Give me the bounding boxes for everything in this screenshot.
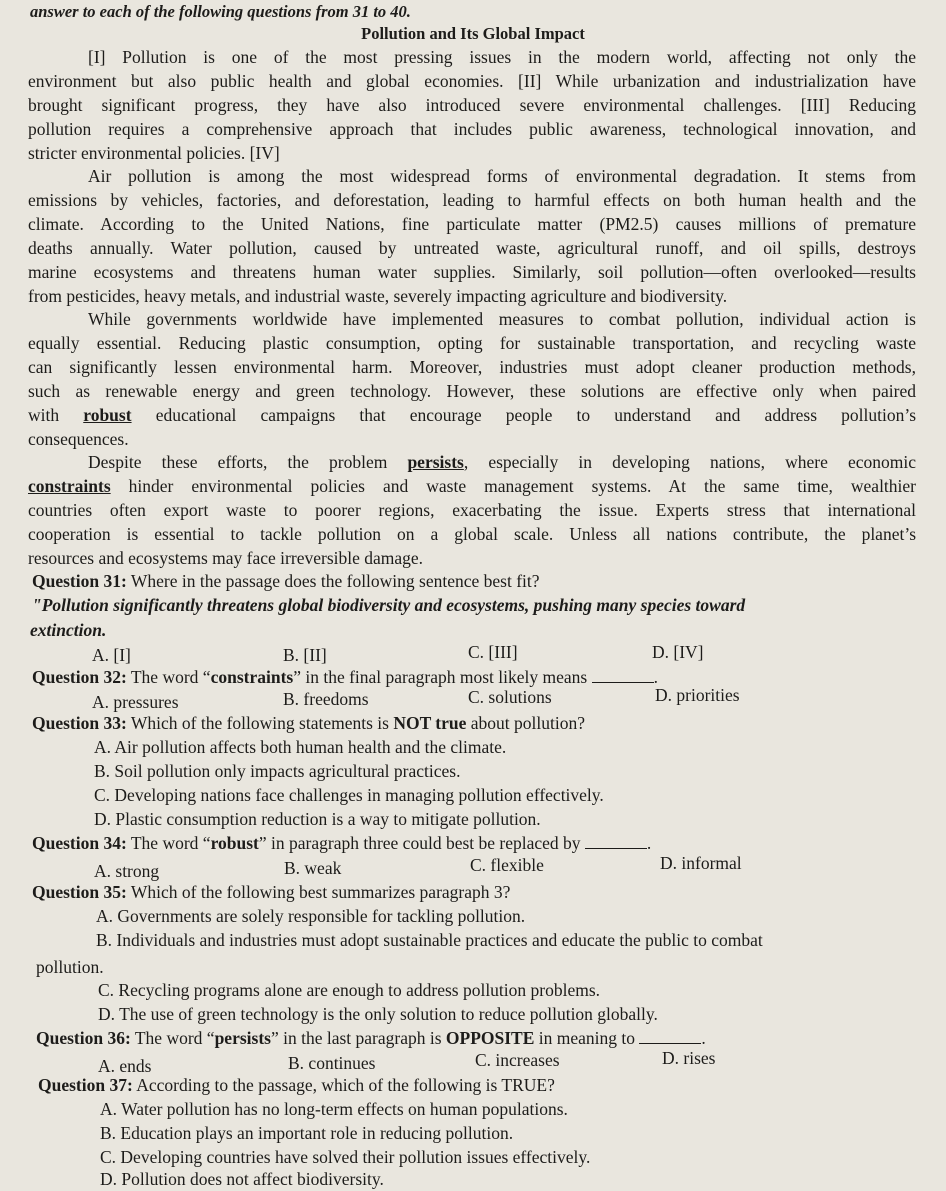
- question-34-option-d[interactable]: D. informal: [660, 853, 742, 873]
- p1-line-3: brought significant progress, they have also introduced severe environmental challenges. [III] Reducing: [28, 95, 916, 115]
- question-31-label: Question 31:: [32, 571, 127, 591]
- p3-line-4: such as renewable energy and green technology. However, these solutions are effective only when paired: [28, 381, 916, 401]
- question-34-option-c[interactable]: C. flexible: [470, 855, 544, 875]
- question-34-option-a[interactable]: A. strong: [94, 861, 160, 881]
- question-35-option-a[interactable]: A. Governments are solely responsible for tackling pollution.: [96, 906, 526, 926]
- question-32-text-start: The word “: [126, 667, 211, 687]
- question-37-stem: [38, 1073, 938, 1097]
- p4-line-2: [28, 474, 916, 498]
- question-35-option-c[interactable]: C. Recycling programs alone are enough to address pollution problems.: [98, 980, 601, 1000]
- keyword-robust: robust: [83, 405, 132, 425]
- question-33-label: Question 33:: [32, 713, 127, 733]
- question-33-option-d[interactable]: D. Plastic consumption reduction is a way to mitigate pollution.: [94, 809, 541, 829]
- question-35-label: Question 35:: [32, 882, 127, 902]
- question-34-text-end: ” in paragraph three could best be replaced by: [258, 833, 581, 853]
- question-32-label: Question 32:: [32, 667, 127, 687]
- p3-line-2: equally essential. Reducing plastic consumption, opting for sustainable transportation, and recycling waste: [28, 333, 916, 353]
- question-32-text-end: ” in the final paragraph most likely means: [293, 667, 588, 687]
- question-33-option-c[interactable]: C. Developing nations face challenges in managing pollution effectively.: [94, 785, 604, 805]
- p4-line-2-end: hinder environmental policies and waste management systems. At the same time, wealthier: [110, 476, 916, 496]
- p2-line-6: from pesticides, heavy metals, and industrial waste, severely impacting agriculture and biodiversity.: [28, 286, 728, 306]
- p4-line-5: resources and ecosystems may face irreversible damage.: [28, 548, 424, 568]
- question-35-option-b-continued[interactable]: pollution.: [36, 957, 104, 977]
- p2-line-4: deaths annually. Water pollution, caused by untreated waste, agricultural runoff, and oil spills, destroys: [28, 238, 916, 258]
- question-33-option-b[interactable]: B. Soil pollution only impacts agricultural practices.: [94, 761, 461, 781]
- question-32-option-a[interactable]: A. pressures: [92, 692, 179, 712]
- question-36-label: Question 36:: [36, 1028, 131, 1048]
- p3-line-3: can significantly lessen environmental harm. Moreover, industries must adopt cleaner production methods,: [28, 357, 916, 377]
- question-36-option-b[interactable]: B. continues: [288, 1053, 376, 1073]
- p4-line-4: cooperation is essential to tackle pollution on a global scale. Unless all nations contribute, the planet’s: [28, 524, 916, 544]
- question-36-text-start: The word “: [130, 1028, 215, 1048]
- p4-line-1-start: Despite these efforts, the problem: [88, 452, 388, 472]
- question-32-keyword: constraints: [210, 667, 294, 687]
- question-34-text-start: The word “: [126, 833, 211, 853]
- question-37-option-c[interactable]: C. Developing countries have solved their pollution issues effectively.: [100, 1147, 591, 1167]
- p3-line-6: consequences.: [28, 429, 129, 449]
- question-37-option-b[interactable]: B. Education plays an important role in reducing pollution.: [100, 1123, 514, 1143]
- question-36-option-a[interactable]: A. ends: [98, 1056, 152, 1076]
- p3-line-5-end: educational campaigns that encourage people to understand and address pollution’s: [155, 405, 917, 425]
- answer-blank[interactable]: [585, 832, 647, 849]
- p2-line-2: emissions by vehicles, factories, and deforestation, leading to harmful effects on both human health and the: [28, 190, 916, 210]
- p1-line-4: pollution requires a comprehensive approach that includes public awareness, technological innovation, and: [28, 119, 916, 139]
- p2-line-5: marine ecosystems and threatens human water supplies. Similarly, soil pollution—often overlooked—results: [28, 262, 916, 282]
- p1-line-1: [I] Pollution is one of the most pressing issues in the modern world, affecting not only the: [88, 47, 916, 67]
- question-31-quote-2: extinction.: [30, 620, 107, 640]
- question-35-option-d[interactable]: D. The use of green technology is the only solution to reduce pollution globally.: [98, 1004, 658, 1024]
- passage-title: Pollution and Its Global Impact: [361, 24, 585, 43]
- answer-blank[interactable]: [592, 666, 654, 683]
- question-31-option-d[interactable]: D. [IV]: [652, 642, 704, 662]
- p2-line-3: climate. According to the United Nations, fine particulate matter (PM2.5) causes millions of premature: [28, 214, 916, 234]
- question-31-option-a[interactable]: A. [I]: [92, 645, 131, 665]
- question-35-option-b[interactable]: B. Individuals and industries must adopt sustainable practices and educate the public to combat: [96, 930, 763, 950]
- question-31-text: Where in the passage does the following sentence best fit?: [126, 571, 540, 591]
- question-35-stem: [32, 880, 932, 904]
- question-32-option-d[interactable]: D. priorities: [655, 685, 740, 705]
- question-35-text: Which of the following best summarizes paragraph 3?: [126, 882, 511, 902]
- question-36-stem: [36, 1026, 936, 1050]
- question-34-label: Question 34:: [32, 833, 127, 853]
- p1-line-5: stricter environmental policies. [IV]: [28, 143, 280, 163]
- question-32-period: .: [653, 667, 658, 687]
- question-36-text-end: in meaning to: [534, 1028, 636, 1048]
- keyword-constraints: constraints: [28, 476, 111, 496]
- p2-line-1: Air pollution is among the most widespread forms of environmental degradation. It stems from: [88, 166, 916, 186]
- question-34-stem: [32, 831, 932, 855]
- question-33-text-end: about pollution?: [466, 713, 586, 733]
- question-36-option-d[interactable]: D. rises: [662, 1048, 716, 1068]
- question-37-option-a[interactable]: A. Water pollution has no long-term effects on human populations.: [100, 1099, 568, 1119]
- question-36-period: .: [701, 1028, 706, 1048]
- question-31-option-b[interactable]: B. [II]: [283, 645, 327, 665]
- p3-line-1: While governments worldwide have implemented measures to combat pollution, individual action is: [88, 309, 916, 329]
- question-36-keyword: persists: [214, 1028, 271, 1048]
- p4-line-1-end: , especially in developing nations, where economic: [463, 452, 916, 472]
- question-33-text-start: Which of the following statements is: [126, 713, 394, 733]
- question-37-text: According to the passage, which of the following is TRUE?: [132, 1075, 555, 1095]
- p1-line-2: environment but also public health and global economies. [II] While urbanization and industrialization have: [28, 71, 916, 91]
- question-34-option-b[interactable]: B. weak: [284, 858, 342, 878]
- question-31-option-c[interactable]: C. [III]: [468, 642, 518, 662]
- question-36-option-c[interactable]: C. increases: [475, 1050, 560, 1070]
- question-36-emphasis: OPPOSITE: [445, 1028, 535, 1048]
- question-37-label: Question 37:: [38, 1075, 133, 1095]
- p4-line-3: countries often export waste to poorer regions, exacerbating the issue. Experts stress that international: [28, 500, 916, 520]
- question-31-stem: [32, 569, 932, 593]
- question-33-option-a[interactable]: A. Air pollution affects both human health and the climate.: [94, 737, 507, 757]
- question-33-stem: [32, 711, 932, 735]
- keyword-persists: persists: [407, 452, 464, 472]
- instruction-text: answer to each of the following questions from 31 to 40.: [30, 2, 411, 21]
- p3-line-5: [28, 403, 916, 427]
- p3-line-5-start: with: [28, 405, 60, 425]
- question-34-keyword: robust: [210, 833, 259, 853]
- question-32-option-c[interactable]: C. solutions: [468, 687, 552, 707]
- question-34-period: .: [646, 833, 652, 853]
- question-37-option-d[interactable]: D. Pollution does not affect biodiversity.: [100, 1169, 384, 1189]
- answer-blank[interactable]: [639, 1027, 701, 1044]
- question-32-option-b[interactable]: B. freedoms: [283, 689, 369, 709]
- p4-line-1: [88, 450, 916, 474]
- question-31-quote-1: "Pollution significantly threatens global biodiversity and ecosystems, pushing many species toward: [32, 595, 746, 615]
- question-36-text-mid: ” in the last paragraph is: [270, 1028, 446, 1048]
- question-33-emphasis: NOT true: [393, 713, 467, 733]
